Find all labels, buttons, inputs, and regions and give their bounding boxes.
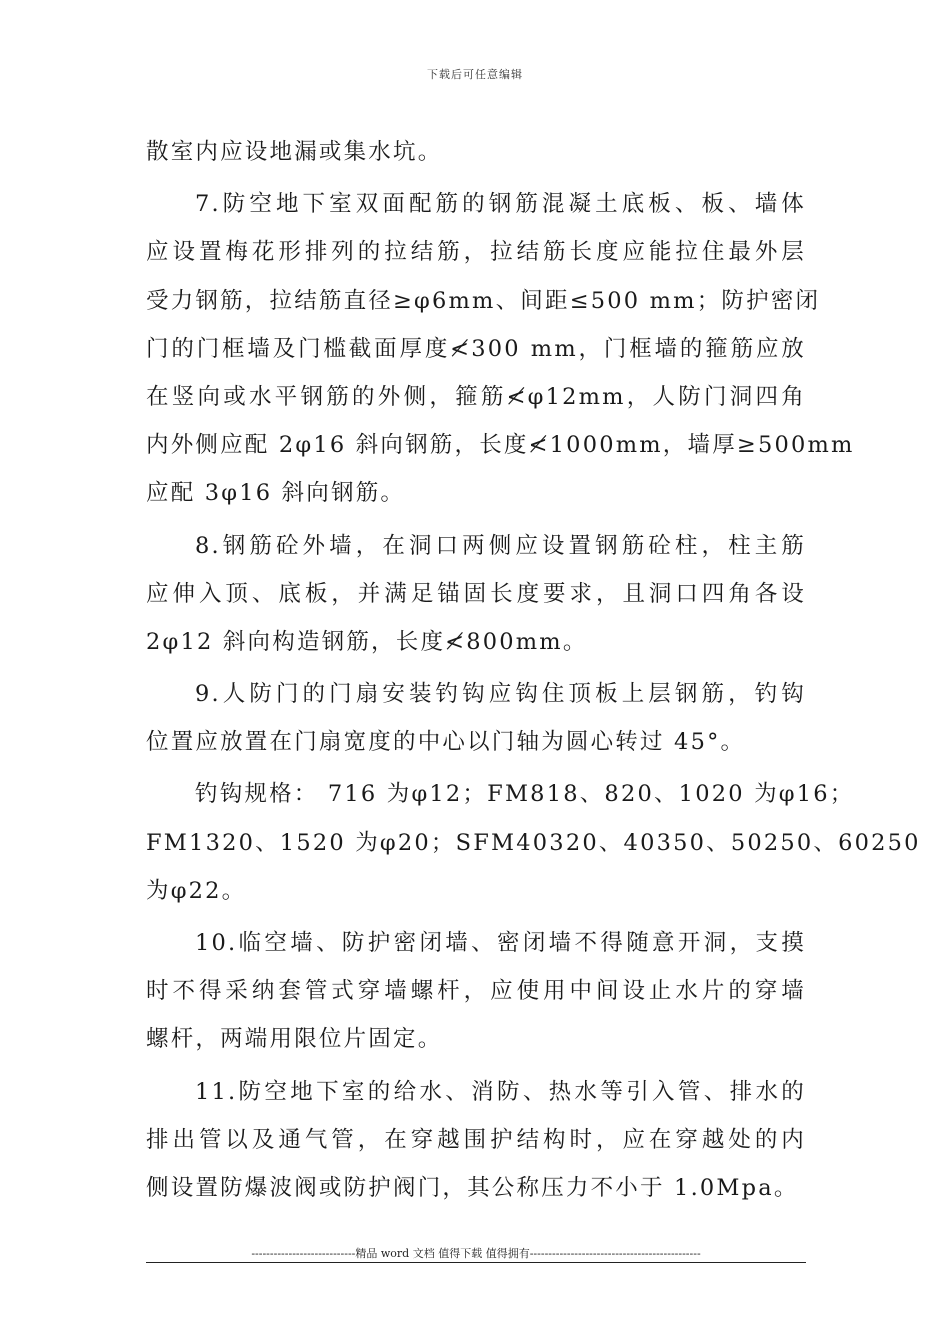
paragraph-9-line: 9.人防门的门扇安装钓钩应钩住顶板上层钢筋，钓钩	[195, 681, 806, 708]
paragraph-9-line: 位置应放置在门扇宽度的中心以门轴为圆心转过 45°。	[146, 729, 746, 756]
paragraph-7-line: 内外侧应配 2φ16 斜向钢筋，长度≮1000mm，墙厚≥500mm	[146, 432, 855, 459]
paragraph-7-line: 在竖向或水平钢筋的外侧，箍筋≮φ12mm，人防门洞四角	[146, 383, 806, 410]
text-line: 散室内应设地漏或集水坑。	[146, 139, 443, 165]
footer-divider	[146, 1262, 806, 1263]
hook-spec-line: 钓钩规格： 716 为φ12；FM818、820、1020 为φ16；	[195, 781, 855, 808]
paragraph-10-line: 时不得采纳套管式穿墙螺杆，应使用中间设止水片的穿墙	[146, 978, 806, 1005]
paragraph-11-line: 排出管以及通气管，在穿越围护结构时，应在穿越处的内	[146, 1126, 806, 1153]
paragraph-8-line: 2φ12 斜向构造钢筋，长度≮800mm。	[146, 628, 588, 655]
paragraph-8-line: 8.钢筋砼外墙，在洞口两侧应设置钢筋砼柱，柱主筋	[195, 532, 806, 559]
paragraph-11-line: 11.防空地下室的给水、消防、热水等引入管、排水的	[195, 1078, 806, 1105]
page-header: 下载后可任意编辑	[427, 68, 523, 81]
paragraph-7-line: 应配 3φ16 斜向钢筋。	[146, 480, 406, 507]
paragraph-7-line: 门的门框墙及门槛截面厚度≮300 mm，门框墙的箍筋应放	[146, 335, 806, 362]
paragraph-7-line: 受力钢筋，拉结筋直径≥φ6mm、间距≤500 mm；防护密闭	[146, 287, 821, 314]
hook-spec-line: FM1320、1520 为φ20；SFM40320、40350、50250、60250	[146, 829, 921, 856]
paragraph-8-line: 应伸入顶、底板，并满足锚固长度要求，且洞口四角各设	[146, 580, 806, 607]
paragraph-7-line: 7.防空地下室双面配筋的钢筋混凝土底板、板、墙体	[195, 191, 806, 218]
paragraph-7-line: 应设置梅花形排列的拉结筋，拉结筋长度应能拉住最外层	[146, 239, 806, 266]
page-footer: ----------------------------精品 word 文档 值得下载 值得拥有----------------------------------------------	[251, 1247, 701, 1260]
hook-spec-line: 为φ22。	[146, 877, 247, 904]
paragraph-11-line: 侧设置防爆波阀或防护阀门，其公称压力不小于 1.0Mpa。	[146, 1174, 799, 1201]
document-body	[146, 128, 921, 1212]
paragraph-10-line: 10.临空墙、防护密闭墙、密闭墙不得随意开洞，支摸	[195, 930, 806, 956]
paragraph-10-line: 螺杆，两端用限位片固定。	[146, 1026, 443, 1053]
